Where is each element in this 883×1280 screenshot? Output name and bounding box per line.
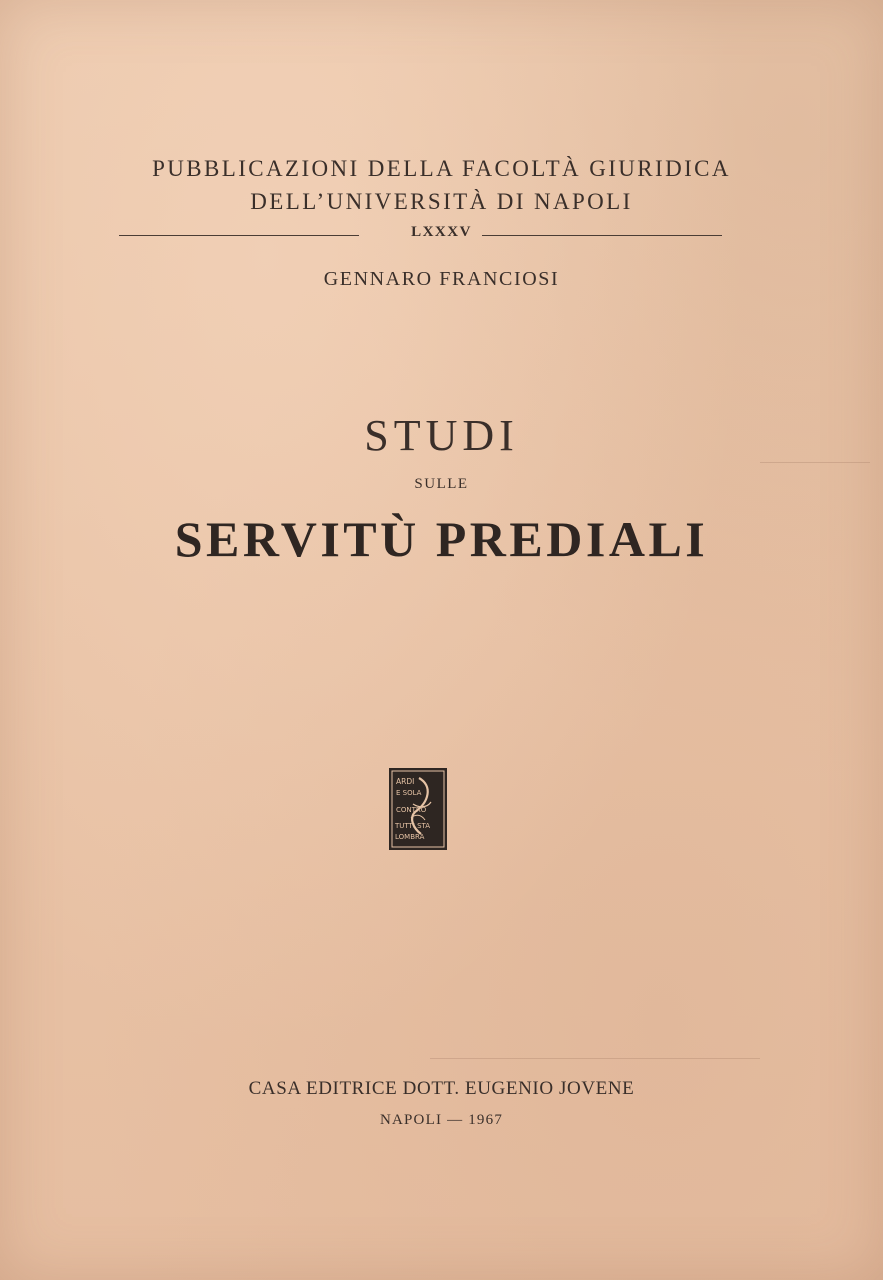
paper-crease: [430, 1058, 760, 1059]
svg-text:LOMBRA: LOMBRA: [395, 833, 425, 841]
paper-crease: [760, 462, 870, 463]
svg-text:CONTRO: CONTRO: [396, 806, 427, 814]
svg-text:TUTTI STA: TUTTI STA: [395, 822, 431, 830]
book-subtitle: SERVITÙ PREDIALI: [174, 511, 709, 567]
series-number: LXXXV: [411, 224, 472, 240]
publisher-name: CASA EDITRICE DOTT. EUGENIO JOVENE: [248, 1078, 635, 1099]
place-and-year: NAPOLI — 1967: [379, 1112, 504, 1128]
rule-right: [482, 235, 722, 236]
book-title: STUDI: [364, 411, 519, 460]
svg-text:E SOLA: E SOLA: [396, 789, 422, 797]
publisher-mark-icon: [389, 768, 447, 850]
title-connector: SULLE: [414, 476, 469, 492]
author-name: GENNARO FRANCIOSI: [323, 268, 560, 290]
svg-text:ARDI: ARDI: [396, 777, 415, 786]
series-title-line1: PUBBLICAZIONI DELLA FACOLTÀ GIURIDICA: [152, 156, 731, 181]
series-title-line2: DELL’UNIVERSITÀ DI NAPOLI: [250, 189, 633, 214]
